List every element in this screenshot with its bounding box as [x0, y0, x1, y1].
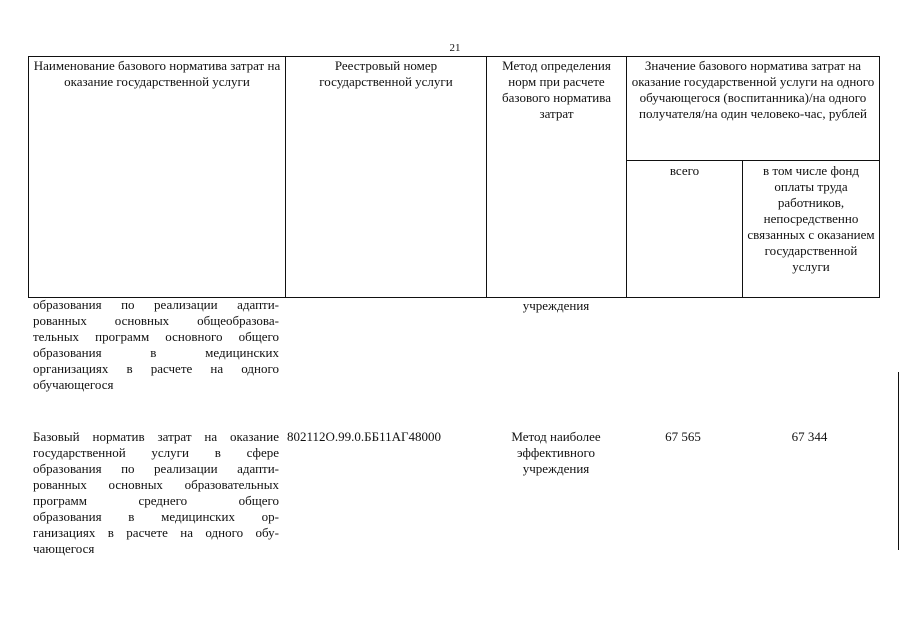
row-method-line: эффективного [517, 445, 595, 460]
row-payroll-value: 67 344 [791, 429, 828, 444]
header-name-of-norm: Наименование базового норматива затрат на оказание государственной услуги [29, 57, 286, 298]
header-method: Метод определения норм при расчете базового норматива затрат [487, 57, 627, 298]
margin-line [898, 372, 899, 550]
row-name-line: программ среднего общего [33, 493, 279, 508]
header-payroll: в том числе фонд оплаты труда работников, непосредственно связанных с оказанием государственной услуги [743, 161, 880, 298]
row-name [33, 429, 279, 557]
row-name-line: образования в медицинских ор- [33, 509, 279, 524]
row-method-line: Метод наиболее [511, 429, 601, 444]
row-name-line: Базовый норматив затрат на оказание [33, 429, 279, 444]
continued-name-line: обучающегося [33, 377, 114, 392]
continued-name-line: организациях в расчете на одного [33, 361, 279, 376]
table-header [28, 56, 880, 298]
continued-name-line: образования в медицинских [33, 345, 279, 360]
row-name-line: государственной услуги в сфере [33, 445, 279, 460]
continued-row-method: учреждения [522, 298, 590, 313]
continued-name-line: рованных основных общеобразова- [33, 313, 279, 328]
row-method [486, 429, 626, 477]
continued-row-name [33, 297, 279, 393]
row-total-value: 67 565 [665, 429, 701, 444]
row-method-line: учреждения [522, 461, 590, 476]
continued-name-line: образования по реализации адапти- [33, 297, 279, 312]
header-registry-number: Реестровый номер государственной услуги [286, 57, 487, 298]
row-registry-number: 802112О.99.0.ББ11АГ48000 [287, 429, 442, 444]
row-name-line: чающегося [33, 541, 95, 556]
page-number: 21 [449, 42, 461, 54]
continued-name-line: тельных программ основного общего [33, 329, 279, 344]
header-total: всего [627, 161, 743, 298]
row-name-line: рованных основных образовательных [33, 477, 279, 492]
row-name-line: образования по реализации адапти- [33, 461, 279, 476]
row-name-line: ганизациях в расчете на одного обу- [33, 525, 279, 540]
header-norm-value: Значение базового норматива затрат на оказание государственной услуги на одного обучающегося (воспитанника)/на одного получателя/на один человеко-час, рублей [627, 57, 880, 161]
